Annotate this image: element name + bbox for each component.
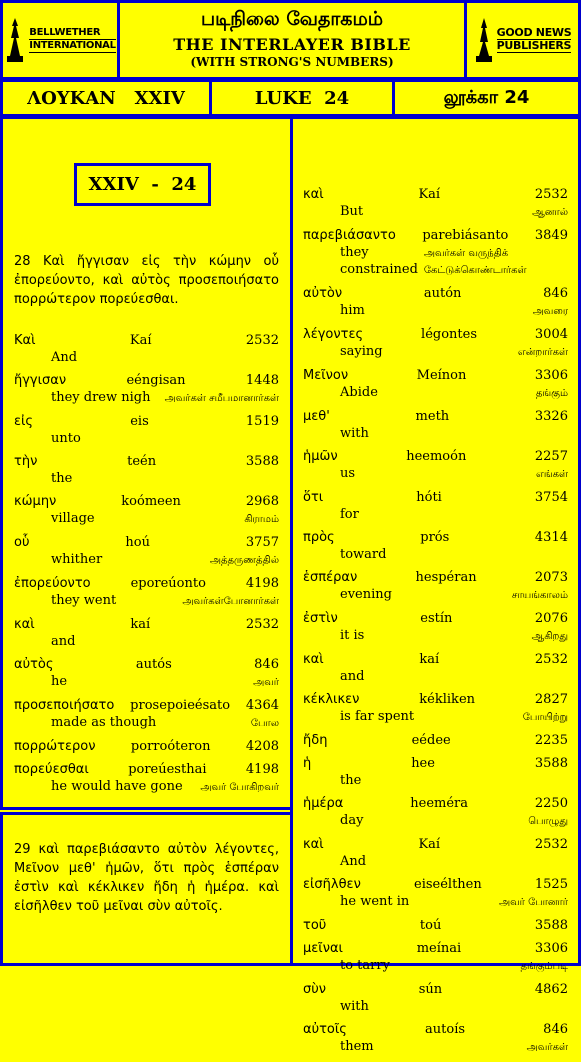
english-gloss: them [340,1039,374,1054]
transliteration: eéngisan [126,373,186,388]
greek-word: Καὶ [14,333,36,348]
strongs-number: 2532 [245,333,279,348]
transliteration: eis [130,414,149,429]
word-entry [303,917,568,934]
word-entry-line [14,453,279,470]
transliteration: parebiásanto [422,228,509,243]
greek-word: καὶ [303,837,324,852]
english-gloss: made as though [51,715,157,730]
tamil-gloss: தங்கும் [535,388,568,399]
tamil-gloss: தங்கும்படி [520,961,568,972]
word-entry [303,651,568,685]
title-tamil: படிநிலை வேதாகமம் [200,8,384,30]
word-entry [303,408,568,442]
greek-word: οὗ [14,535,30,550]
word-entry [14,738,279,755]
word-entry-line [303,651,568,668]
left-logo [0,0,120,80]
left-logo-line2: INTERNATIONAL [29,40,116,51]
word-entry [14,453,279,487]
word-entry-line [303,1021,568,1038]
tamil-gloss: என்றார்கள் [517,347,568,358]
strongs-number: 846 [254,657,279,672]
greek-word: κέκλικεν [303,692,360,707]
word-entry-line [303,691,568,708]
word-entry [303,940,568,975]
strongs-number: 2827 [534,692,568,707]
english-gloss: him [340,303,365,318]
strongs-number: 2532 [245,617,279,632]
english-gloss: the [340,773,362,788]
greek-word: κώμην [14,494,57,509]
word-entry [303,529,568,563]
strongs-number: 4314 [534,530,568,545]
gloss-line [14,470,279,487]
gloss-line [14,633,279,650]
english-gloss: day [340,813,364,828]
word-entry-line [303,732,568,749]
gloss-line [303,302,568,320]
greek-word: καὶ [14,617,35,632]
strongs-number: 2532 [534,187,568,202]
word-entry-line [303,795,568,812]
greek-word: εἰς [14,414,34,429]
strongs-number: 4862 [534,982,568,997]
strongs-number: 3588 [245,454,279,469]
strongs-number: 4198 [245,762,279,777]
english-gloss: But [340,204,364,219]
strongs-number: 3306 [534,941,568,956]
word-entry-line [303,186,568,203]
gloss-line [14,778,279,796]
transliteration: Kaí [418,837,441,852]
book-greek [0,79,212,117]
gloss-line [303,203,568,221]
tamil-gloss: அவர் போகிறவர் [200,782,279,793]
word-entry-line [303,285,568,302]
gloss-line [303,998,568,1015]
tamil-gloss: போயிற்று [522,712,568,723]
word-entry [303,691,568,726]
word-entry-line [14,372,279,389]
book-english-label: LUKE 24 [254,87,350,109]
strongs-number: 3757 [245,535,279,550]
strongs-number: 3004 [534,327,568,342]
word-entry-line [303,917,568,934]
word-entry-line [14,738,279,755]
gloss-line [303,853,568,870]
word-entry-line [303,876,568,893]
word-entry-line [303,940,568,957]
transliteration: hoú [125,535,150,550]
english-gloss: village [51,511,95,526]
transliteration: prosepoieésato [130,698,231,713]
word-entry-line [14,616,279,633]
right-word-list [303,186,568,1062]
transliteration: koómeen [121,494,181,509]
strongs-number: 1519 [245,414,279,429]
word-entry-line [303,981,568,998]
transliteration: kaí [130,617,151,632]
right-logo-line1: GOOD NEWS [496,26,572,39]
greek-word: λέγοντες [303,327,364,342]
word-entry-line [303,569,568,586]
greek-word: καὶ [303,187,324,202]
word-entry [303,186,568,221]
transliteration: autós [135,657,172,672]
word-entry-line [14,697,279,714]
transliteration: sún [418,982,443,997]
transliteration: Meínon [416,368,467,383]
word-entry-line [14,534,279,551]
gloss-line [303,506,568,523]
gloss-line [303,668,568,685]
right-logo [464,0,581,80]
transliteration: toú [419,918,442,933]
greek-word: αὐτὸς [14,657,54,672]
greek-word: σὺν [303,982,327,997]
transliteration: porroóteron [130,739,211,754]
word-entry [14,413,279,447]
strongs-number: 4198 [245,576,279,591]
transliteration: Kaí [129,333,152,348]
word-entry [303,732,568,749]
greek-word: ἡμῶν [303,449,338,464]
word-entry-line [303,836,568,853]
gloss-line [14,714,279,732]
english-gloss: they drew nigh [51,390,151,405]
strongs-number: 3306 [534,368,568,383]
english-gloss: the [51,471,73,486]
transliteration: heemoón [406,449,467,464]
transliteration: légontes [421,327,477,342]
gloss-line [303,465,568,483]
tamil-gloss: ஆனால் [532,207,568,218]
strongs-number: 3588 [534,918,568,933]
left-logo-line1: BELLWETHER [29,27,115,40]
transliteration: kékliken [419,692,476,707]
word-entry-line [14,413,279,430]
gloss-line [14,430,279,447]
tamil-gloss: அத்தருணத்தில் [209,555,279,566]
tamil-gloss: அவர்கள் [526,1042,568,1053]
word-entry-line [303,755,568,772]
gloss-line [303,425,568,442]
gloss-line [303,627,568,645]
gloss-line [303,343,568,361]
tamil-gloss: அவர்கள் வருந்திக் கேட்டுக்கொண்டார்கள் [423,248,527,276]
title-block [117,0,467,80]
transliteration: teén [127,454,157,469]
word-entry [14,761,279,796]
english-gloss: saying [340,344,383,359]
english-gloss: evening [340,587,392,602]
tamil-gloss: ஆகிறது [531,631,568,642]
tamil-gloss: பொழுது [528,816,568,827]
tamil-gloss: எங்கள் [536,469,568,480]
strongs-number: 2532 [534,837,568,852]
transliteration: kaí [419,652,440,667]
word-entry [303,227,568,279]
verse-29-text: 29 καὶ παρεβιάσαντο αὐτὸν λέγοντες, Μεῖνον μεθ' ἡμῶν, ὅτι πρὸς ἑσπέραν ἐστὶν καὶ κέκλικεν ἤδη ἡ ἡμέρα. καὶ εἰσῆλθεν τοῦ μεῖναι σὺν αὐτοῖς. [14,842,279,914]
gloss-line [14,510,279,528]
strongs-number: 2076 [534,611,568,626]
tamil-gloss: அவர் [253,677,279,688]
title-english: THE INTERLAYER BIBLE [173,35,411,54]
english-gloss: for [340,507,359,522]
greek-word: τοῦ [303,918,327,933]
strongs-number: 2073 [534,570,568,585]
greek-word: ἤγγισαν [14,373,67,388]
english-gloss: And [51,350,78,365]
greek-word: ἡ [303,756,312,771]
word-entry [303,285,568,320]
word-entry [303,326,568,361]
word-entry-line [303,610,568,627]
transliteration: autón [423,286,462,301]
transliteration: hóti [416,490,442,505]
transliteration: eporeúonto [130,576,206,591]
greek-word: Μεῖνον [303,368,349,383]
book-greek-label: ΛΟΥΚΑΝ XXIV [27,87,185,109]
transliteration: hee [411,756,435,771]
gloss-line [303,893,568,911]
word-entry-line [303,408,568,425]
word-entry-line [14,761,279,778]
gloss-line [303,957,568,975]
word-entry [14,616,279,650]
english-gloss: Abide [340,385,378,400]
word-entry [303,876,568,911]
gloss-line [303,708,568,726]
greek-word: καὶ [303,652,324,667]
strongs-number: 1525 [534,877,568,892]
strongs-number: 3849 [534,228,568,243]
transliteration: autoís [425,1022,466,1037]
english-gloss: whither [51,552,103,567]
tamil-gloss: அவர் போனார் [499,897,568,908]
word-entry [303,448,568,483]
verse-28-text: 28 Καὶ ἤγγισαν εἰς τὴν κώμην οὗ ἐπορεύοντο, καὶ αὐτὸς προσεποιήσατο πορρώτερον πορεύεσθαι. [14,254,279,307]
chapter-label: XXIV - 24 [88,174,197,195]
tamil-gloss: அவர்கள்போனார்கள் [182,596,279,607]
word-entry-line [14,493,279,510]
word-entry [303,367,568,402]
word-entry-line [14,575,279,592]
strongs-number: 2250 [534,796,568,811]
english-gloss: toward [340,547,387,562]
transliteration: estín [420,611,453,626]
greek-word: εἰσῆλθεν [303,877,361,892]
word-entry [303,981,568,1015]
word-entry-line [303,326,568,343]
book-english [209,79,395,117]
word-entry [303,1021,568,1056]
word-entry-line [303,489,568,506]
strongs-number: 3326 [534,409,568,424]
tamil-gloss: சாயங்காலம் [511,590,568,601]
transliteration: poreúesthai [128,762,207,777]
subtitle: (WITH STRONG'S NUMBERS) [190,55,394,69]
gloss-line [14,673,279,691]
word-entry-line [14,332,279,349]
english-gloss: And [340,854,367,869]
strongs-number: 846 [543,286,568,301]
english-gloss: he would have gone [51,779,183,794]
strongs-number: 4364 [245,698,279,713]
strongs-number: 3754 [534,490,568,505]
word-entry [14,372,279,407]
word-entry-line [303,448,568,465]
word-entry [303,489,568,523]
english-gloss: they constrained [340,245,418,277]
greek-word: ἐστὶν [303,611,338,626]
strongs-number: 2968 [245,494,279,509]
greek-word: αὐτοῖς [303,1022,347,1037]
good-news-tower-icon [474,16,494,64]
word-entry [303,836,568,870]
word-entry [14,656,279,691]
greek-word: παρεβιάσαντο [303,228,396,243]
transliteration: eiseélthen [414,877,482,892]
gloss-line [303,586,568,604]
tamil-gloss: போல [250,718,279,729]
strongs-number: 2235 [534,733,568,748]
greek-word: ἑσπέραν [303,570,358,585]
transliteration: prós [420,530,450,545]
english-gloss: with [340,426,369,441]
gloss-line [14,592,279,610]
word-entry [14,575,279,610]
word-entry [303,795,568,830]
english-gloss: to tarry [340,958,390,973]
word-entry [14,697,279,732]
greek-word: τὴν [14,454,38,469]
greek-word: πορρώτερον [14,739,96,754]
greek-word: ἐπορεύοντο [14,576,91,591]
word-entry [14,534,279,569]
gloss-line [303,244,568,279]
english-gloss: with [340,999,369,1014]
gloss-line [14,349,279,366]
strongs-number: 4208 [245,739,279,754]
greek-word: μεθ' [303,409,330,424]
english-gloss: unto [51,431,81,446]
word-entry [303,569,568,604]
transliteration: meínai [416,941,462,956]
english-gloss: and [51,634,76,649]
book-tamil-label: லூக்கா 24 [443,86,530,108]
gloss-line [14,389,279,407]
left-word-list [14,332,279,802]
transliteration: eédee [411,733,451,748]
word-entry [14,493,279,528]
tamil-gloss: அவர்கள் சமீபமானார்கள் [164,393,279,404]
greek-word: ἤδη [303,733,328,748]
english-gloss: he [51,674,68,689]
word-entry [303,755,568,789]
transliteration: hespéran [415,570,477,585]
transliteration: meth [415,409,450,424]
greek-word: μεῖναι [303,941,343,956]
greek-word: πρὸς [303,530,335,545]
gloss-line [14,551,279,569]
transliteration: heeméra [410,796,468,811]
word-entry-line [303,367,568,384]
greek-word: ὅτι [303,490,324,505]
word-entry-line [303,529,568,546]
strongs-number: 2532 [534,652,568,667]
gloss-line [303,384,568,402]
word-entry [14,332,279,366]
tamil-gloss: கிராமம் [244,514,279,525]
greek-word: προσεποιήσατο [14,698,115,713]
strongs-number: 1448 [245,373,279,388]
english-gloss: they went [51,593,117,608]
greek-word: ἡμέρα [303,796,344,811]
english-gloss: us [340,466,356,481]
word-entry-line [14,656,279,673]
word-entry [303,610,568,645]
bellwether-sheep-icon [4,16,26,64]
english-gloss: is far spent [340,709,415,724]
chapter-box [74,163,211,206]
gloss-line [303,812,568,830]
tamil-gloss: அவரை [532,306,568,317]
greek-word: πορεύεσθαι [14,762,89,777]
strongs-number: 846 [543,1022,568,1037]
gloss-line [303,546,568,563]
transliteration: Kaí [418,187,441,202]
english-gloss: he went in [340,894,410,909]
greek-word: αὐτὸν [303,286,343,301]
word-entry-line [303,227,568,244]
gloss-line [303,1038,568,1056]
right-logo-line2: PUBLISHERS [496,39,572,52]
strongs-number: 2257 [534,449,568,464]
english-gloss: and [340,669,365,684]
book-tamil [392,79,581,117]
gloss-line [303,772,568,789]
english-gloss: it is [340,628,365,643]
strongs-number: 3588 [534,756,568,771]
